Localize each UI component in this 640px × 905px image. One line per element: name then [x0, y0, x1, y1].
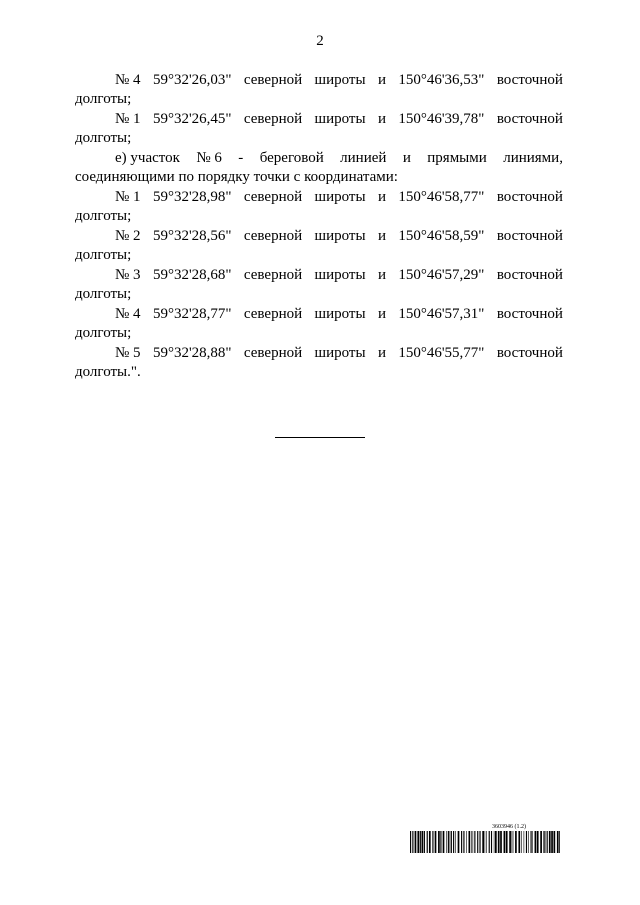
barcode-bar: [537, 831, 539, 853]
barcode-bar: [469, 831, 471, 853]
section-word: № 6: [196, 150, 222, 166]
longitude-word: восточной: [496, 345, 563, 361]
latitude-value: 59°32'26,45": [152, 111, 232, 127]
section-continuation: соединяющими по порядку точки с координатами:: [75, 169, 398, 185]
longitude-word: восточной: [496, 72, 563, 88]
barcode-bar: [535, 831, 537, 853]
page-number: 2: [316, 33, 324, 49]
latitude-word: северной: [243, 345, 303, 361]
longitude-word: восточной: [496, 267, 563, 283]
latitude-value: 59°32'28,56": [152, 228, 232, 244]
longitude-value: 150°46'39,78": [398, 111, 485, 127]
longitude-word: восточной: [496, 228, 563, 244]
conjunction: и: [377, 228, 386, 244]
barcode-bar: [477, 831, 478, 853]
barcode-bar: [494, 831, 495, 853]
latitude-value: 59°32'28,68": [152, 267, 232, 283]
barcode-bar: [450, 831, 451, 853]
barcode-bar: [549, 831, 551, 853]
barcode-bar: [458, 831, 460, 853]
barcode-bar: [471, 831, 472, 853]
coordinate-line: [75, 304, 563, 324]
barcode-bar: [410, 831, 411, 853]
line-continuation: долготы.".: [75, 364, 141, 380]
latitude-word: северной: [243, 189, 303, 205]
barcode-bar: [557, 831, 559, 853]
latitude-word-2: широты: [314, 72, 366, 88]
latitude-value: 59°32'26,03": [152, 72, 232, 88]
barcode-bar: [515, 831, 517, 853]
section-word: береговой: [259, 150, 324, 166]
coordinate-line: [75, 187, 563, 207]
barcode-bar: [446, 831, 447, 853]
barcode-code: 3603946 (1.2): [492, 824, 526, 830]
barcode-bar: [486, 831, 487, 853]
document-body: [75, 70, 563, 382]
longitude-word: восточной: [496, 189, 563, 205]
longitude-value: 150°46'58,77": [398, 189, 485, 205]
latitude-word-2: широты: [314, 267, 366, 283]
barcode-bar: [489, 831, 490, 853]
latitude-word: северной: [243, 306, 303, 322]
barcode-bar: [528, 831, 529, 853]
section-word: -: [238, 150, 244, 166]
section-word: линиями,: [503, 150, 563, 166]
coordinate-line: [75, 70, 563, 90]
barcode-bar: [432, 831, 433, 853]
barcode-bar: [554, 831, 556, 853]
barcode-bar: [420, 831, 421, 853]
barcode-bar: [440, 831, 441, 853]
barcode-bar: [451, 831, 452, 853]
point-number: № 4: [115, 72, 141, 88]
barcode-bar: [491, 831, 492, 853]
line-continuation: долготы;: [75, 130, 132, 146]
latitude-word: северной: [243, 267, 303, 283]
longitude-value: 150°46'36,53": [398, 72, 485, 88]
barcode-bar: [412, 831, 413, 853]
conjunction: и: [377, 189, 386, 205]
point-number: № 2: [115, 228, 141, 244]
barcode-bar: [544, 831, 545, 853]
longitude-word: восточной: [496, 111, 563, 127]
barcode-bar: [495, 831, 497, 853]
point-number: № 1: [115, 111, 141, 127]
end-divider: [275, 437, 365, 438]
latitude-word: северной: [243, 111, 303, 127]
barcode-bar: [485, 831, 486, 853]
barcode-bar: [498, 831, 500, 853]
barcode-bar: [551, 831, 553, 853]
point-number: № 3: [115, 267, 141, 283]
latitude-word-2: широты: [314, 228, 366, 244]
section-heading-line: [75, 148, 563, 168]
coordinate-line: [75, 226, 563, 246]
barcode-bar: [438, 831, 440, 853]
conjunction: и: [377, 111, 386, 127]
conjunction: и: [377, 306, 386, 322]
section-word: и: [402, 150, 411, 166]
barcode-bar: [466, 831, 467, 853]
longitude-value: 150°46'57,29": [398, 267, 485, 283]
point-number: № 4: [115, 306, 141, 322]
barcode-bar: [448, 831, 449, 853]
barcode-bar: [417, 831, 419, 853]
barcode-bar: [427, 831, 428, 853]
longitude-word: восточной: [496, 306, 563, 322]
barcode-bar: [463, 831, 464, 853]
section-word: линией: [340, 150, 387, 166]
latitude-value: 59°32'28,98": [152, 189, 232, 205]
barcode-bar: [526, 831, 527, 853]
point-number: № 5: [115, 345, 141, 361]
barcode-bar: [453, 831, 454, 853]
barcode-bar: [435, 831, 437, 853]
latitude-value: 59°32'28,88": [152, 345, 232, 361]
barcode-bar: [429, 831, 431, 853]
longitude-value: 150°46'55,77": [398, 345, 485, 361]
barcode-bar: [424, 831, 425, 853]
barcode-bar: [540, 831, 542, 853]
line-continuation: долготы;: [75, 91, 132, 107]
barcode-bar: [479, 831, 480, 853]
barcode-bar: [504, 831, 506, 853]
latitude-value: 59°32'28,77": [152, 306, 232, 322]
barcode-bar: [509, 831, 511, 853]
barcode-bar: [461, 831, 462, 853]
barcode-bar: [474, 831, 475, 853]
barcode-bar: [559, 831, 560, 853]
latitude-word-2: широты: [314, 306, 366, 322]
barcode-bar: [547, 831, 548, 853]
barcode-bar: [455, 831, 456, 853]
coordinate-line: [75, 265, 563, 285]
line-continuation: долготы;: [75, 247, 132, 263]
coordinate-line: [75, 109, 563, 129]
barcode-bar: [415, 831, 417, 853]
barcode-block: [410, 824, 560, 853]
latitude-word-2: широты: [314, 111, 366, 127]
barcode-bar: [531, 831, 532, 853]
conjunction: и: [377, 72, 386, 88]
barcode-bar: [513, 831, 514, 853]
section-word: прямыми: [427, 150, 487, 166]
line-continuation: долготы;: [75, 286, 132, 302]
barcode-bar: [422, 831, 424, 853]
conjunction: и: [377, 267, 386, 283]
barcode-bar: [518, 831, 520, 853]
barcode-bar: [521, 831, 522, 853]
latitude-word-2: широты: [314, 189, 366, 205]
section-word: е) участок: [115, 150, 180, 166]
latitude-word-2: широты: [314, 345, 366, 361]
barcode-bar: [543, 831, 544, 853]
conjunction: и: [377, 345, 386, 361]
longitude-value: 150°46'57,31": [398, 306, 485, 322]
latitude-word: северной: [243, 72, 303, 88]
line-continuation: долготы;: [75, 208, 132, 224]
latitude-word: северной: [243, 228, 303, 244]
barcode-bar: [532, 831, 533, 853]
barcode-bar: [500, 831, 502, 853]
point-number: № 1: [115, 189, 141, 205]
barcode-bar: [482, 831, 484, 853]
coordinate-line: [75, 343, 563, 363]
barcode-bar: [473, 831, 474, 853]
barcode-bar: [506, 831, 508, 853]
barcode-bar: [524, 831, 525, 853]
barcode-image: [410, 831, 560, 853]
barcode-bar: [443, 831, 445, 853]
barcode-bar: [512, 831, 513, 853]
line-continuation: долготы;: [75, 325, 132, 341]
longitude-value: 150°46'58,59": [398, 228, 485, 244]
